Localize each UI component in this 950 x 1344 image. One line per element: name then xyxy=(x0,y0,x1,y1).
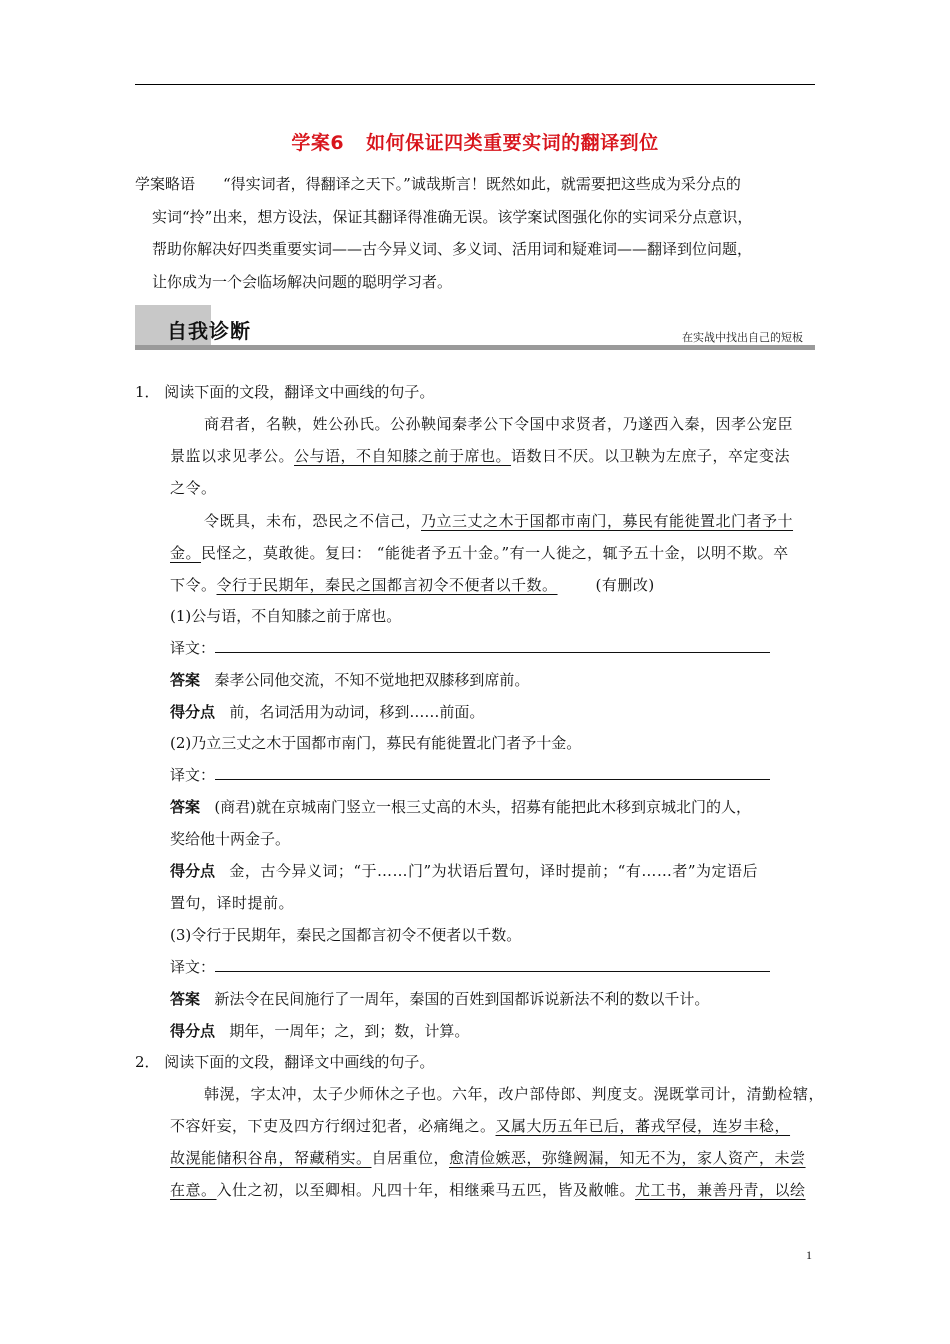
passage-text: 民怪之，莫敢徙。复曰： “能徙者予五十金。”有一人徙之，辄予五十金，以明不欺。卒 xyxy=(201,544,789,562)
answer-label: 答案 xyxy=(170,671,201,689)
section-heading: 自我诊断 xyxy=(167,319,251,343)
underlined-sentence: 金。 xyxy=(170,544,202,562)
page-title xyxy=(135,128,815,155)
underlined-sentence: 愈清俭嫉恶，弥缝阙漏，知无不为，家人资产，未尝 xyxy=(449,1149,806,1167)
passage-text: 自居重位， xyxy=(371,1149,450,1167)
passage-text: 入仕之初，以至卿相。凡四十年，相继乘马五匹，皆及敝帷。 xyxy=(216,1181,636,1199)
intro-line: 让你成为一个会临场解决问题的聪明学习者。 xyxy=(152,272,453,291)
answer-text: 秦孝公同他交流，不知不觉地把双膝移到席前。 xyxy=(214,671,530,689)
q2-passage-line xyxy=(170,1180,806,1200)
answer-line xyxy=(170,670,529,690)
q2-prompt: 2． 阅读下面的文段，翻译文中画线的句子。 xyxy=(135,1053,435,1071)
section-banner xyxy=(135,305,815,351)
translation-line xyxy=(170,957,770,977)
translate-label: 译文： xyxy=(170,766,216,784)
points-label: 得分点 xyxy=(170,1022,216,1040)
q1-passage-line xyxy=(204,511,793,531)
q2-passage-line xyxy=(170,1148,806,1168)
title-number: 学案6 xyxy=(291,132,345,154)
answer-text: (商君)就在京城南门竖立一根三丈高的木头，招募有能把此木移到京城北门的人， xyxy=(214,798,752,816)
translation-blank[interactable] xyxy=(215,957,770,972)
answer-text: 新法令在民间施行了一周年，秦国的百姓到国都诉说新法不利的数以千计。 xyxy=(214,990,710,1008)
answer-label: 答案 xyxy=(170,798,201,816)
points-text: 期年，一周年；之，到；数，计算。 xyxy=(229,1022,470,1040)
intro-line: 帮助你解决好四类重要实词——古今异义词、多义词、活用词和疑难词——翻译到位问题， xyxy=(152,240,753,258)
translation-line xyxy=(170,765,770,785)
points-text: 金，古今异义词；“于……门”为状语后置句，译时提前；“有……者”为定语后 xyxy=(229,862,759,880)
points-line xyxy=(170,702,484,722)
q1-passage-line: 商君者，名鞅，姓公孙氏。公孙鞅闻秦孝公下令国中求贤者，乃遂西入秦，因孝公宠臣 xyxy=(204,415,794,433)
underlined-sentence: 在意。 xyxy=(170,1181,217,1199)
section-subtitle: 在实战中找出自己的短板 xyxy=(682,331,803,344)
sub-question: (3)令行于民期年，秦民之国都言初令不便者以千数。 xyxy=(170,926,522,944)
underlined-sentence: 令行于民期年，秦民之国都言初令不便者以千数。 xyxy=(216,576,558,594)
translation-line xyxy=(170,638,770,658)
points-text: 前，名词活用为动词，移到……前面。 xyxy=(229,703,485,721)
underlined-sentence: 又属大历五年已后，蕃戎罕侵，连岁丰稔， xyxy=(495,1117,791,1135)
q1-passage-line xyxy=(170,446,790,466)
banner-bar xyxy=(135,345,815,350)
intro-line: 实词“拎”出来，想方设法，保证其翻译得准确无误。该学案试图强化你的实词采分点意识， xyxy=(152,207,753,226)
underlined-sentence: 乃立三丈之木于国都市南门，募民有能徙置北门者予十 xyxy=(421,512,794,530)
source-note: (有删改) xyxy=(595,576,655,594)
underlined-sentence: 公与语，不自知膝之前于席也。 xyxy=(294,447,512,465)
answer-line xyxy=(170,797,751,817)
translation-blank[interactable] xyxy=(215,638,770,653)
answer-line xyxy=(170,989,709,1009)
passage-text: 语数日不厌。以卫鞅为左庶子，卒定变法 xyxy=(511,447,791,465)
points-line: 置句，译时提前。 xyxy=(170,894,295,912)
points-line xyxy=(170,1021,469,1041)
translation-blank[interactable] xyxy=(215,765,770,780)
underlined-sentence: 故滉能储积谷帛，帑藏稍实。 xyxy=(170,1149,372,1167)
intro-label: 学案略语 xyxy=(135,175,196,193)
q1-passage-line xyxy=(170,543,789,563)
passage-text: 不容奸妄，下吏及四方行纲过犯者，必痛绳之。 xyxy=(170,1117,496,1135)
page-number: 1 xyxy=(806,1248,812,1262)
q1-passage-line: 之令。 xyxy=(170,479,217,497)
translate-label: 译文： xyxy=(170,958,216,976)
points-label: 得分点 xyxy=(170,703,216,721)
q1-passage-line xyxy=(170,575,655,595)
intro-line: “得实词者，得翻译之天下。”诚哉斯言！既然如此，就需要把这些成为采分点的 xyxy=(223,175,741,193)
answer-label: 答案 xyxy=(170,990,201,1008)
title-text: 如何保证四类重要实词的翻译到位 xyxy=(366,132,659,154)
q1-prompt: 1． 阅读下面的文段，翻译文中画线的句子。 xyxy=(135,383,435,401)
passage-text: 下令。 xyxy=(170,576,217,594)
translate-label: 译文： xyxy=(170,639,216,657)
sub-question: (1)公与语，不自知膝之前于席也。 xyxy=(170,607,402,625)
passage-text: 令既具，未布，恐民之不信己， xyxy=(204,512,422,530)
answer-line: 奖给他十两金子。 xyxy=(170,830,291,848)
passage-text: 景监以求见孝公。 xyxy=(170,447,295,465)
q2-passage-line: 韩滉，字太冲，太子少师休之子也。六年，改户部侍郎、判度支。滉既掌司计，清勤检辖， xyxy=(204,1085,825,1103)
sub-question: (2)乃立三丈之木于国都市南门，募民有能徙置北门者予十金。 xyxy=(170,734,582,752)
underlined-sentence: 尤工书，兼善丹青，以绘 xyxy=(635,1181,806,1199)
q2-passage-line xyxy=(170,1116,790,1136)
points-label: 得分点 xyxy=(170,862,216,880)
header-rule xyxy=(135,84,815,85)
points-line xyxy=(170,861,758,881)
